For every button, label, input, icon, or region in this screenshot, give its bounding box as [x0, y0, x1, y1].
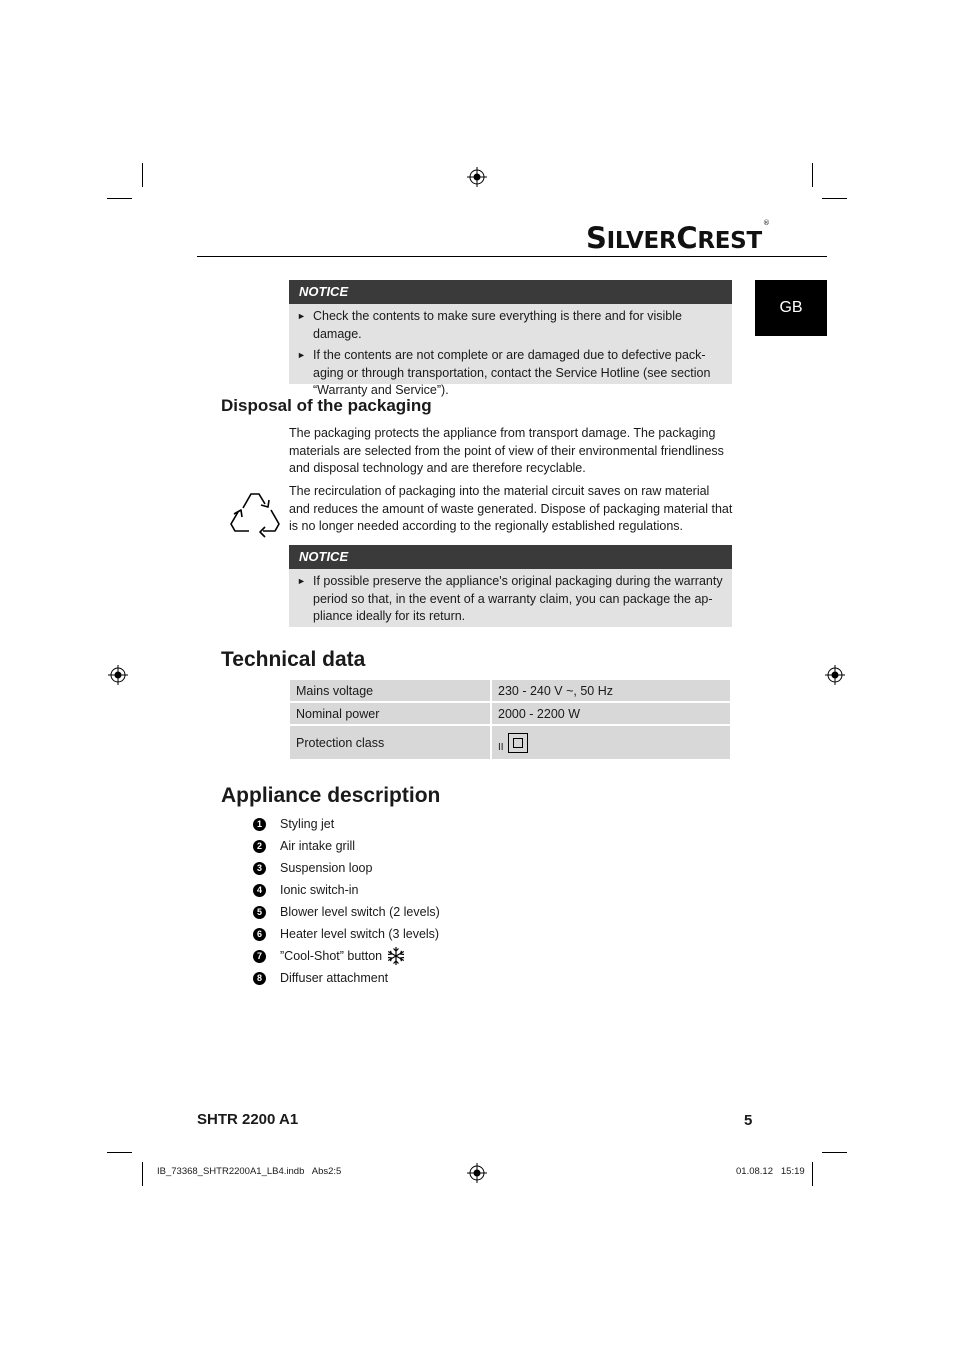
- notice-box: [289, 280, 732, 397]
- number-badge: 8: [253, 972, 266, 985]
- technical-data-heading: Technical data: [221, 648, 366, 671]
- list-item: [253, 857, 440, 879]
- arrow-right-icon: ►: [297, 576, 306, 586]
- number-badge: 1: [253, 818, 266, 831]
- notice-item: [297, 308, 726, 343]
- protection-class-icon: [508, 733, 528, 753]
- crop-mark: [107, 198, 132, 199]
- list-item-label: Air intake grill: [280, 839, 356, 853]
- recycling-icon: [225, 486, 285, 540]
- disposal-paragraph-1: The packaging protects the appliance from transport damage. The packaging materials are selected from the point of view of their environmental friendliness and disposal technology and are therefore recyclable.: [289, 426, 724, 475]
- silvercrest-logo: SILVERCREST®: [586, 219, 770, 255]
- table-cell-value: [491, 725, 731, 760]
- notice-box: [289, 545, 732, 627]
- list-item: [253, 901, 440, 923]
- print-slug-right: 01.08.12 15:19: [736, 1166, 805, 1177]
- registration-mark-icon: [108, 665, 128, 685]
- registration-mark-icon: [825, 665, 845, 685]
- list-item-label: Heater level switch (3 levels): [280, 927, 440, 941]
- list-item: [253, 923, 440, 945]
- list-item-label: Blower level switch (2 levels): [280, 905, 440, 919]
- crop-mark: [812, 163, 813, 187]
- crop-mark: [812, 1162, 813, 1186]
- notice-list: [289, 569, 732, 630]
- table-cell-value: 2000 - 2200 W: [491, 702, 731, 725]
- list-item-label: Suspension loop: [280, 861, 373, 875]
- list-item: [253, 879, 440, 901]
- notice-title: NOTICE: [289, 280, 732, 304]
- list-item-label: Styling jet: [280, 817, 335, 831]
- crop-mark: [822, 1152, 847, 1153]
- footer-model: SHTR 2200 A1: [197, 1111, 299, 1128]
- snowflake-icon: [386, 946, 406, 966]
- number-badge: 4: [253, 884, 266, 897]
- list-item: [253, 835, 440, 857]
- appliance-description-heading: Appliance description: [221, 784, 441, 807]
- page-number: 5: [744, 1112, 753, 1129]
- appliance-list: [253, 813, 440, 989]
- crop-mark: [107, 1152, 132, 1153]
- number-badge: 6: [253, 928, 266, 941]
- notice-item-text: If the contents are not complete or are damaged due to defective pack-aging or through transportation, contact the Service Hotline (see section “Warranty and Service”).: [313, 348, 711, 397]
- list-item: [253, 967, 440, 989]
- technical-data-table: [290, 680, 732, 761]
- header-rule: [197, 256, 827, 257]
- arrow-right-icon: ►: [297, 350, 306, 360]
- crop-mark: [822, 198, 847, 199]
- table-cell-label: Mains voltage: [290, 680, 491, 702]
- print-slug-left: IB_73368_SHTR2200A1_LB4.indb Abs2:5: [157, 1166, 342, 1177]
- notice-list: [289, 304, 732, 404]
- number-badge: 2: [253, 840, 266, 853]
- table-cell-label: Protection class: [290, 725, 491, 760]
- notice-item-text: Check the contents to make sure everything is there and for visible damage.: [313, 309, 682, 341]
- list-item-label: Diffuser attachment: [280, 971, 389, 985]
- crop-mark: [142, 1162, 143, 1186]
- table-row: [290, 680, 731, 702]
- table-row: [290, 702, 731, 725]
- list-item-label: Ionic switch-in: [280, 883, 359, 897]
- registration-mark-icon: [467, 1163, 487, 1183]
- crop-mark: [142, 163, 143, 187]
- list-item: [253, 945, 440, 967]
- number-badge: 5: [253, 906, 266, 919]
- list-item: [253, 813, 440, 835]
- table-row: [290, 725, 731, 760]
- table-cell-value: 230 - 240 V ~, 50 Hz: [491, 680, 731, 702]
- registration-mark-icon: [467, 167, 487, 187]
- table-cell-label: Nominal power: [290, 702, 491, 725]
- arrow-right-icon: ►: [297, 311, 306, 321]
- notice-item: [297, 347, 726, 400]
- number-badge: 7: [253, 950, 266, 963]
- notice-item-text: If possible preserve the appliance's original packaging during the warranty period so that, in the event of a warranty claim, you can package the ap-pliance ideally for its return.: [313, 574, 723, 623]
- notice-title: NOTICE: [289, 545, 732, 569]
- list-item-label: ”Cool-Shot” button: [280, 949, 383, 963]
- number-badge: 3: [253, 862, 266, 875]
- notice-item: [297, 573, 726, 626]
- language-tab: GB: [755, 280, 827, 336]
- disposal-heading: Disposal of the packaging: [221, 396, 432, 415]
- disposal-paragraph-2: The recirculation of packaging into the material circuit saves on raw material and reduces the amount of waste generated. Dispose of packaging material that is no longer needed according to the regionally established regulations.: [289, 484, 733, 533]
- protection-class-value: II: [498, 741, 504, 753]
